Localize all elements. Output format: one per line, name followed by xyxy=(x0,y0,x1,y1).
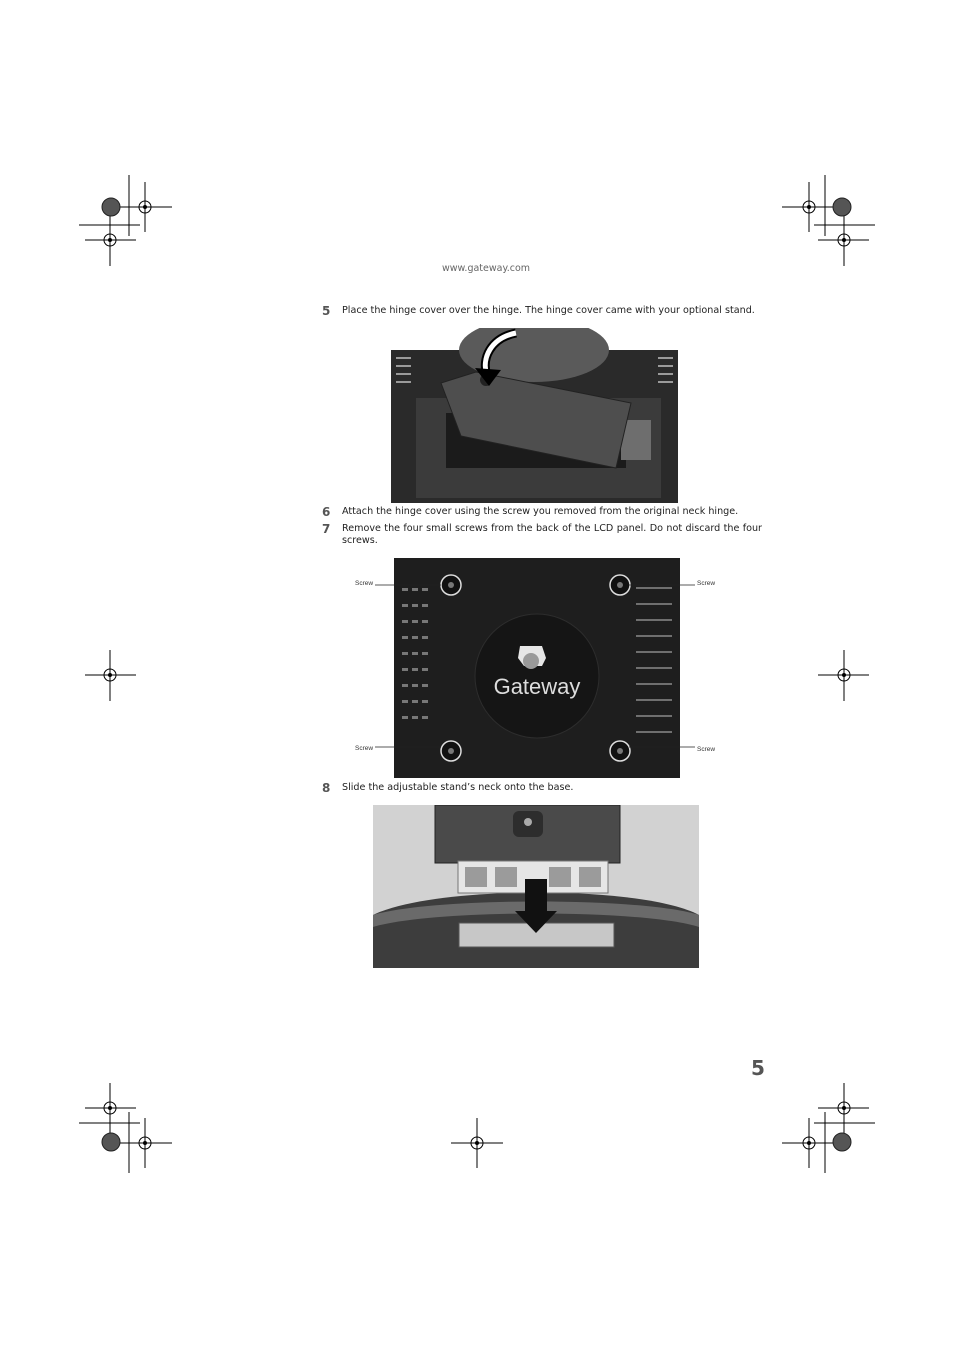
step-5 xyxy=(322,305,762,319)
figure-hinge-cover xyxy=(391,328,678,503)
figure-stand-base xyxy=(373,805,699,968)
step-7 xyxy=(322,523,762,549)
step-text: Slide the adjustable stand’s neck onto the base. xyxy=(342,782,574,793)
step-text: Remove the four small screws from the back of the LCD panel. Do not discard the four screws. xyxy=(342,523,762,546)
callout-screw-bottom-left: Screw xyxy=(355,745,374,752)
step-number: 8 xyxy=(322,781,331,795)
header-url: www.gateway.com xyxy=(442,263,531,274)
gateway-logo: Gateway xyxy=(493,674,581,699)
callout-lines xyxy=(370,575,700,760)
callout-screw-top-right: Screw xyxy=(697,580,716,587)
step-number: 6 xyxy=(322,505,331,519)
step-number: 5 xyxy=(322,304,331,318)
page-number: 5 xyxy=(751,1056,765,1080)
callout-screw-top-left: Screw xyxy=(355,580,374,587)
step-text: Attach the hinge cover using the screw you removed from the original neck hinge. xyxy=(342,506,739,517)
callout-screw-bottom-right: Screw xyxy=(697,746,716,753)
step-6 xyxy=(322,506,762,520)
step-number: 7 xyxy=(322,522,331,536)
step-8 xyxy=(322,782,762,796)
step-text: Place the hinge cover over the hinge. The hinge cover came with your optional stand. xyxy=(342,305,755,316)
